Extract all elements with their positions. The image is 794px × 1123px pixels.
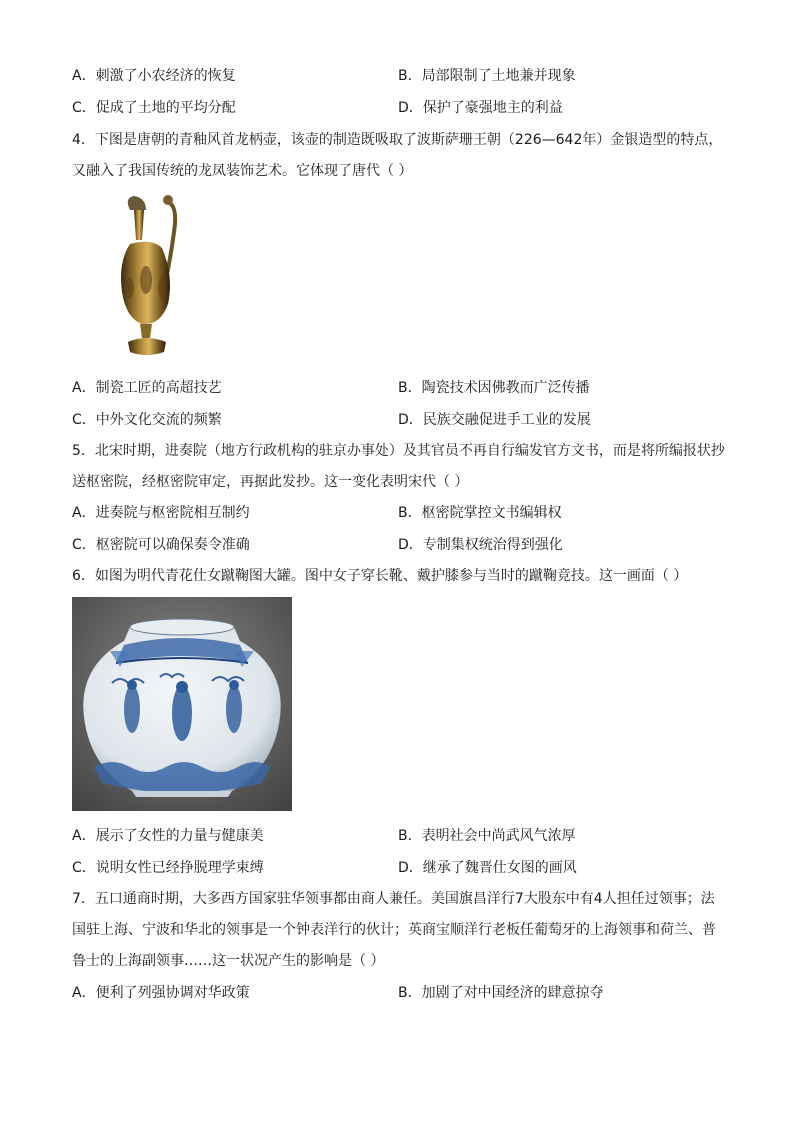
q4-option-c: C．中外文化交流的频繁	[72, 412, 222, 428]
celadon-ewer-image	[112, 192, 192, 360]
q4-stem-line1: 4．下图是唐朝的青釉风首龙柄壶，该壶的制造既吸取了波斯萨珊王朝（226—642年）金银造型的特点，	[72, 132, 723, 148]
q7-option-b: B．加剧了对中国经济的肆意掠夺	[398, 985, 604, 1001]
q5-stem-line2: 送枢密院，经枢密院审定，再据此发抄。这一变化表明宋代（ ）	[72, 474, 469, 490]
q5-option-a: A．进奏院与枢密院相互制约	[72, 505, 250, 521]
q5-stem-line1: 5．北宋时期，进奏院（地方行政机构的驻京办事处）及其官员不再自行编发官方文书，而是将所编报状抄	[72, 443, 725, 459]
q4-stem-line2: 又融入了我国传统的龙凤装饰艺术。它体现了唐代（ ）	[72, 163, 413, 179]
q3-option-b: B．局部限制了土地兼并现象	[398, 68, 576, 84]
q6-option-b: B．表明社会中尚武风气浓厚	[398, 828, 576, 844]
q4-option-a: A．制瓷工匠的高超技艺	[72, 380, 222, 396]
q7-stem-line1: 7．五口通商时期，大多西方国家驻华领事都由商人兼任。美国旗昌洋行7大股东中有4人担任过领事；法	[72, 891, 715, 907]
q7-option-a: A．便利了列强协调对华政策	[72, 985, 250, 1001]
q5-option-d: D．专制集权统治得到强化	[398, 537, 563, 553]
q6-stem-line1: 6．如图为明代青花仕女蹴鞠图大罐。图中女子穿长靴、戴护膝参与当时的蹴鞠竞技。这一画面（ ）	[72, 568, 688, 584]
q5-option-b: B．枢密院掌控文书编辑权	[398, 505, 562, 521]
q6-option-a: A．展示了女性的力量与健康美	[72, 828, 264, 844]
q4-option-d: D．民族交融促进手工业的发展	[398, 412, 591, 428]
blue-white-jar-image	[72, 597, 292, 811]
q3-option-c: C．促成了土地的平均分配	[72, 100, 236, 116]
q7-stem-line3: 鲁士的上海副领事……这一状况产生的影响是（ ）	[72, 953, 385, 969]
q6-option-c: C．说明女性已经挣脱理学束缚	[72, 860, 264, 876]
q4-option-b: B．陶瓷技术因佛教而广泛传播	[398, 380, 590, 396]
q3-option-d: D．保护了豪强地主的利益	[398, 100, 563, 116]
q7-stem-line2: 国驻上海、宁波和华北的领事是一个钟表洋行的伙计；英商宝顺洋行老板任葡萄牙的上海领事和荷兰、普	[72, 922, 716, 938]
q3-option-a: A．刺激了小农经济的恢复	[72, 68, 236, 84]
q6-option-d: D．继承了魏晋仕女图的画风	[398, 860, 577, 876]
q5-option-c: C．枢密院可以确保奏令准确	[72, 537, 250, 553]
